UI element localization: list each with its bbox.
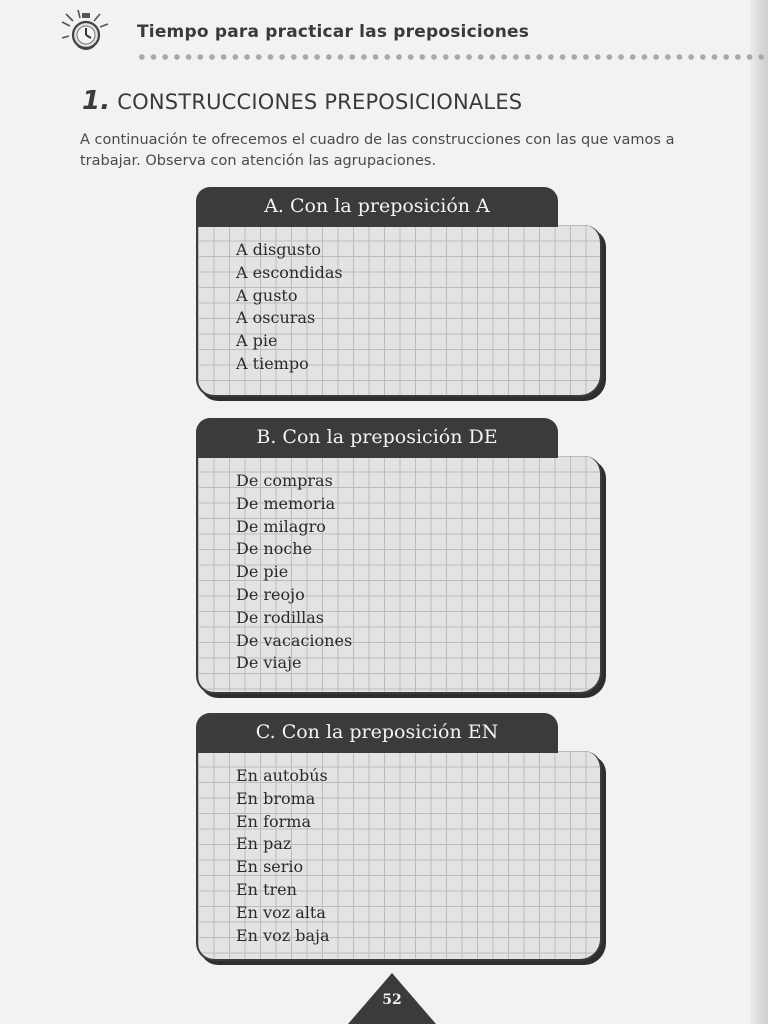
grid-panel <box>196 751 602 961</box>
item-list <box>236 470 352 675</box>
list-item: A disgusto <box>236 240 322 259</box>
intro-paragraph: A continuación te ofrecemos el cuadro de las construcciones con las que vamos a trabajar. Observa con atención las agrupaciones. <box>80 132 675 169</box>
list-item: De rodillas <box>236 607 325 627</box>
page-edge <box>750 0 768 1024</box>
header-title: Tiempo para practicar las preposiciones <box>137 22 530 42</box>
list-item: A gusto <box>236 285 298 305</box>
grid-panel <box>196 225 602 397</box>
box-preposition-en <box>196 713 606 963</box>
list-item: En autobús <box>236 766 328 785</box>
stopwatch-icon <box>56 8 118 54</box>
list-item: De reojo <box>236 584 305 604</box>
box-heading: C. Con la preposición EN <box>255 721 499 743</box>
box-preposition-a <box>196 187 606 402</box>
list-item: De viaje <box>236 653 302 673</box>
item-list <box>236 765 330 947</box>
list-item: A escondidas <box>236 262 343 282</box>
list-item: A oscuras <box>236 308 316 328</box>
box-tab <box>196 713 558 753</box>
section-heading: CONSTRUCCIONES PREPOSICIONALES <box>117 90 523 114</box>
list-item: En forma <box>236 811 311 831</box>
grid-panel <box>196 456 602 694</box>
list-item: En voz alta <box>236 902 326 922</box>
page-number: 52 <box>382 992 402 1008</box>
box-preposition-de <box>196 418 606 698</box>
list-item: En paz <box>236 834 292 854</box>
list-item: De milagro <box>236 516 326 536</box>
list-item: De memoria <box>236 493 336 513</box>
list-item: En serio <box>236 857 304 877</box>
list-item: De noche <box>236 539 313 559</box>
list-item: De vacaciones <box>236 630 353 650</box>
section-title <box>82 86 522 116</box>
list-item: De compras <box>236 471 333 490</box>
section-number: 1. <box>82 86 111 116</box>
list-item: En tren <box>236 879 297 899</box>
list-item: En voz baja <box>236 925 330 945</box>
box-heading: A. Con la preposición A <box>264 195 490 217</box>
dotted-divider <box>136 52 764 62</box>
item-list <box>236 239 343 376</box>
list-item: A pie <box>236 331 278 351</box>
list-item: En broma <box>236 788 316 808</box>
list-item: A tiempo <box>236 353 309 373</box>
box-tab <box>196 418 558 458</box>
box-heading: B. Con la preposición DE <box>256 426 498 448</box>
box-tab <box>196 187 558 227</box>
list-item: De pie <box>236 562 289 582</box>
